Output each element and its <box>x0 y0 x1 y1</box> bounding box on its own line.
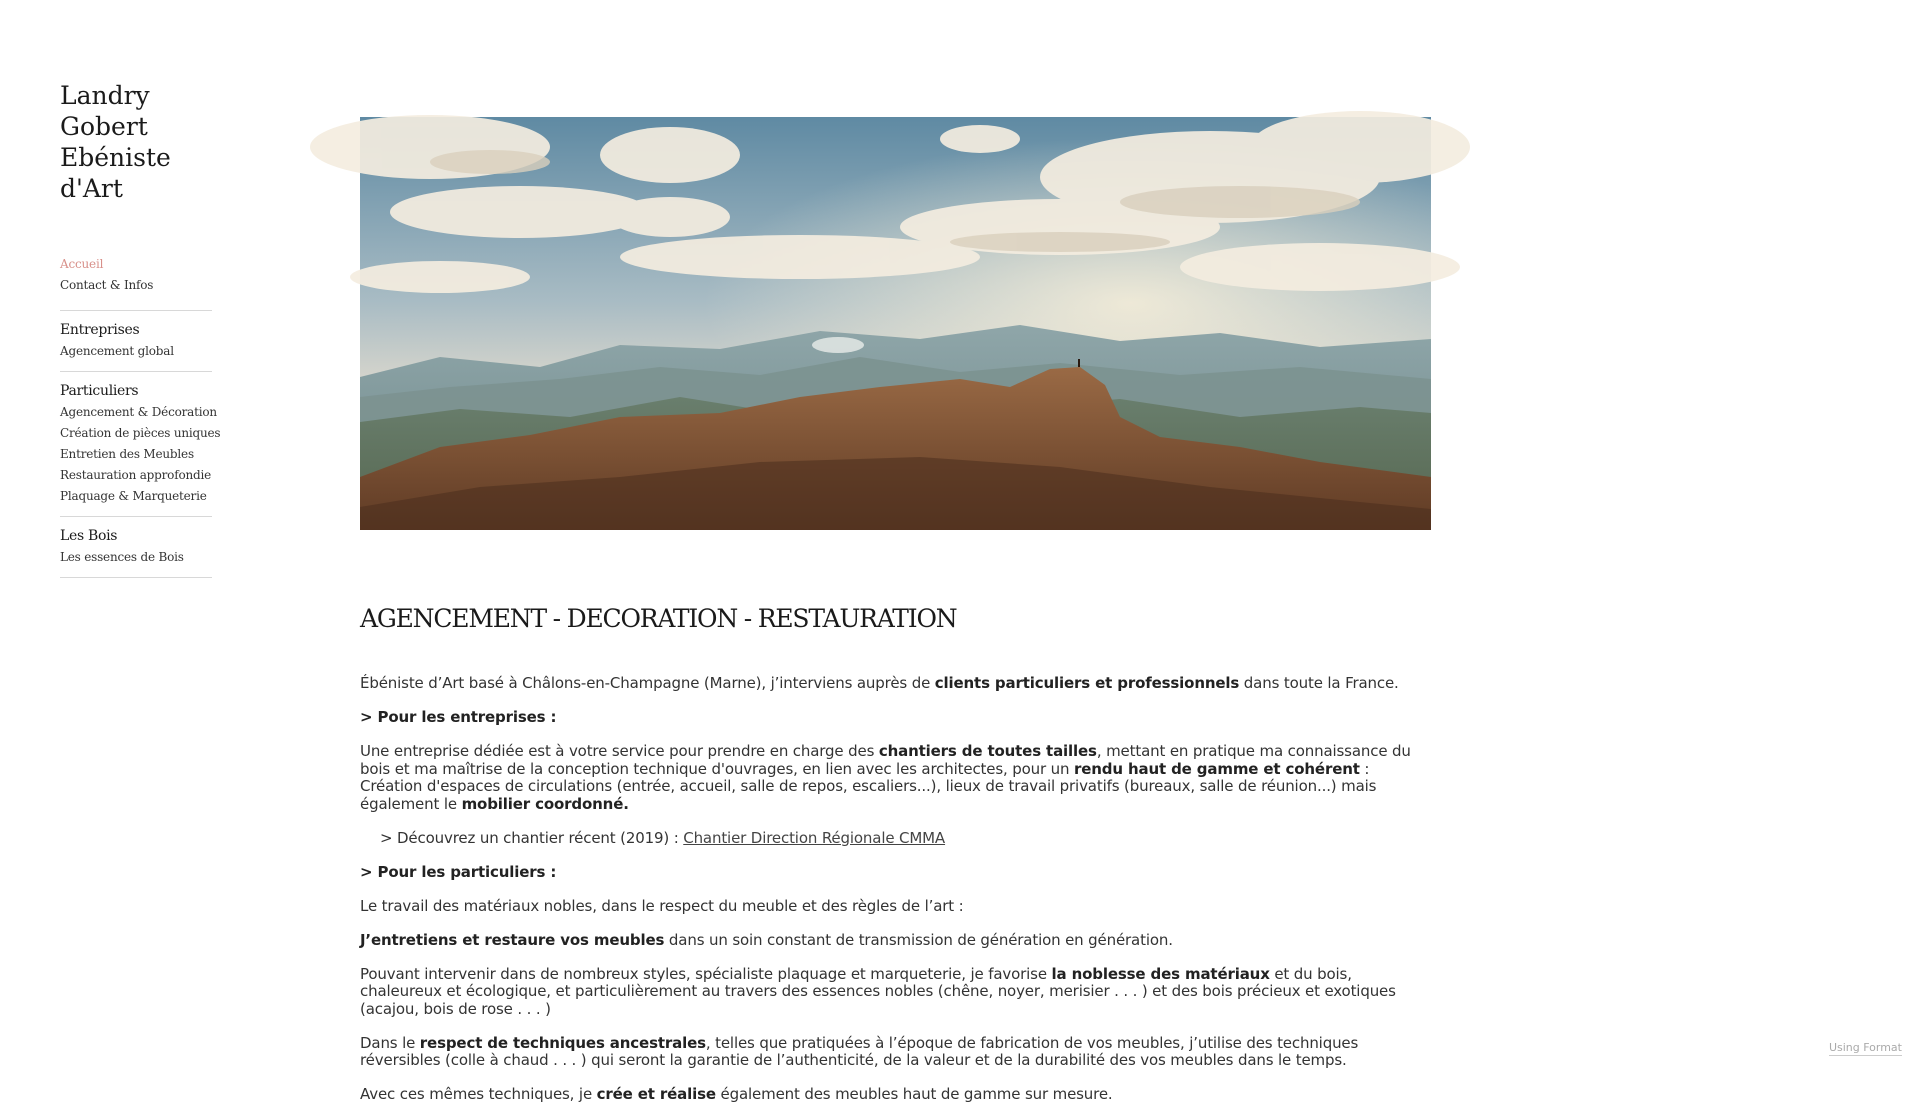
bold-text: la noblesse des matériaux <box>1051 964 1270 983</box>
text-span: Ébéniste d’Art basé à Châlons-en-Champagne (Marne), j’interviens auprès de <box>360 674 935 692</box>
text-span: : Création d'espaces de circulations (entrée, accueil, salle de repos, escaliers...), lieux de travail privatifs (bureaux, salle de réunion...) mais également le <box>360 759 1377 813</box>
page-title: AGENCEMENT - DECORATION - RESTAURATION <box>360 604 957 633</box>
bold-text: J’entretiens et restaure vos meubles <box>360 930 665 949</box>
nav-link-creation-pieces-uniques[interactable]: Création de pièces uniques <box>60 426 221 440</box>
nav-link-restauration-approfondie[interactable]: Restauration approfondie <box>60 468 212 482</box>
text-span: également des meubles haut de gamme sur mesure. <box>715 1085 1113 1103</box>
techniques-paragraph <box>360 1035 1431 1070</box>
using-format-link[interactable]: Using Format <box>1828 1041 1902 1054</box>
site-title-line: Ebéniste <box>60 143 171 172</box>
site-title-line: d'Art <box>60 174 123 203</box>
entreprises-paragraph <box>360 743 1431 813</box>
bold-text: respect de techniques ancestrales <box>419 1033 706 1052</box>
bold-text: rendu haut de gamme et cohérent <box>1073 759 1360 778</box>
bold-text: > Pour les particuliers : <box>360 862 557 881</box>
text-span: dans un soin constant de transmission de génération en génération. <box>664 930 1173 949</box>
hero-mountain-image <box>360 117 1431 530</box>
nav-group-particuliers <box>60 371 221 516</box>
sidebar <box>60 80 221 578</box>
materials-paragraph: Le travail des matériaux nobles, dans le respect du meuble et des règles de l’art : <box>360 896 964 915</box>
section-label-particuliers <box>360 864 1431 882</box>
text-span: , telles que pratiquées à l’époque de fabrication de vos meubles, j’utilise des techniques réversibles (colle à chaud . . . ) qui seront la garantie de l’authenticité, de la valeur et de la durabilité des vos meubles dans le temps. <box>360 1033 1359 1069</box>
styles-paragraph <box>360 966 1431 1019</box>
bold-text: crée et réalise <box>596 1085 716 1103</box>
intro-paragraph <box>360 675 1431 693</box>
bold-text: chantiers de toutes tailles <box>878 742 1097 760</box>
main-content <box>360 117 1431 1120</box>
sidebar-nav <box>60 254 221 578</box>
nav-link-entretien-meubles[interactable]: Entretien des Meubles <box>60 447 194 461</box>
nav-link-contact-infos[interactable]: Contact & Infos <box>60 278 154 292</box>
nav-group-entreprises <box>60 310 212 371</box>
bold-text: > Pour les entreprises : <box>360 708 557 726</box>
nav-link-plaquage-marqueterie[interactable]: Plaquage & Marqueterie <box>60 489 207 503</box>
text-span: , mettant en pratique ma connaissance du bois et ma maîtrise de la conception technique d'ouvrages, en lien avec les architectes, pour un <box>360 742 1411 778</box>
text-span: dans toute la France. <box>1239 674 1399 692</box>
text-span: Dans le <box>360 1033 420 1052</box>
chantier-link[interactable]: Chantier Direction Régionale CMMA <box>683 828 946 847</box>
nav-link-essences-de-bois[interactable]: Les essences de Bois <box>60 550 184 564</box>
entretien-paragraph <box>360 932 1431 950</box>
text-span: Avec ces mêmes techniques, je <box>360 1085 597 1103</box>
nav-group-title-particuliers[interactable]: Particuliers <box>60 383 139 399</box>
bold-text: clients particuliers et professionnels <box>934 674 1240 692</box>
nav-group-title-entreprises[interactable]: Entreprises <box>60 322 140 338</box>
text-span: > Découvrez un chantier récent (2019) : <box>380 828 684 847</box>
nav-group-title-les-bois[interactable]: Les Bois <box>60 528 118 544</box>
nav-group-les-bois <box>60 516 212 578</box>
creation-paragraph <box>360 1086 1431 1104</box>
nav-link-agencement-decoration[interactable]: Agencement & Décoration <box>60 405 217 419</box>
text-span: Pouvant intervenir dans de nombreux styles, spécialiste plaquage et marqueterie, je favorise <box>360 964 1052 983</box>
site-title[interactable] <box>60 80 212 204</box>
text-span: Une entreprise dédiée est à votre service pour prendre en charge des <box>360 742 879 760</box>
page-body <box>360 675 1431 1104</box>
site-title-line: Gobert <box>60 112 148 141</box>
nav-link-agencement-global[interactable]: Agencement global <box>60 344 174 358</box>
chantier-paragraph <box>360 830 1431 848</box>
nav-top-links <box>60 254 212 296</box>
section-label-entreprises <box>360 709 1431 727</box>
text-span: et du bois, chaleureux et écologique, et particulièrement au travers des essences nobles (chêne, noyer, merisier . . . ) et des bois précieux et exotiques (acajou, bois de rose . . . ) <box>360 964 1396 1018</box>
site-title-line: Landry <box>60 81 150 110</box>
bold-text: mobilier coordonné. <box>461 794 629 813</box>
nav-link-accueil[interactable]: Accueil <box>60 257 104 271</box>
